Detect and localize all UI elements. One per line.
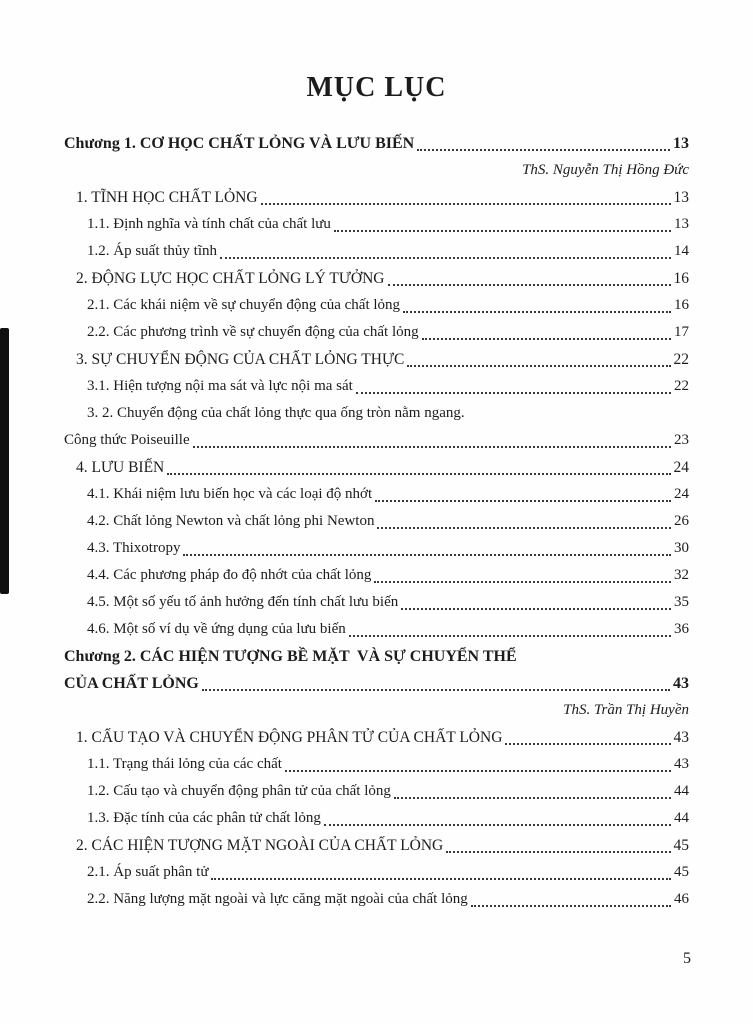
toc-entry [64, 346, 689, 373]
toc-entry [64, 292, 689, 319]
page-title: MỤC LỤC [306, 72, 447, 103]
toc-entry-page: 23 [674, 432, 689, 448]
toc-entry-page: 45 [674, 864, 689, 880]
toc-entry-page: 24 [674, 486, 689, 502]
dot-leader [417, 149, 670, 151]
toc-entry-label: 2. CÁC HIỆN TƯỢNG MẶT NGOÀI CỦA CHẤT LỎNG [76, 837, 444, 854]
page-number: 5 [683, 950, 691, 967]
toc-entry [64, 562, 689, 589]
dot-leader [446, 851, 670, 853]
dot-leader [285, 770, 671, 772]
toc-entry [64, 616, 689, 643]
toc-entry-page: 30 [674, 540, 689, 556]
toc-entry-label: 1.3. Đặc tính của các phân tử chất lỏng [87, 810, 321, 826]
dot-leader [505, 743, 670, 745]
toc-entry [64, 535, 689, 562]
toc-entry-label: 3.1. Hiện tượng nội ma sát và lực nội ma sát [87, 378, 353, 394]
toc-entry [64, 238, 689, 265]
toc-entry [64, 805, 689, 832]
toc-entry [64, 778, 689, 805]
dot-leader [183, 554, 671, 556]
dot-leader [193, 446, 671, 448]
dot-leader [471, 905, 671, 907]
toc-entry-label: 1.1. Định nghĩa và tính chất của chất lưu [87, 216, 331, 232]
toc-entry [64, 508, 689, 535]
toc-entry [64, 211, 689, 238]
toc-entry-label: 4.1. Khái niệm lưu biến học và các loại độ nhớt [87, 486, 373, 502]
toc-entry-label: 1. TĨNH HỌC CHẤT LỎNG [76, 189, 258, 206]
dot-leader [422, 338, 671, 340]
dot-leader [407, 365, 670, 367]
toc-entry-page: 46 [674, 891, 689, 907]
toc-entry [64, 265, 689, 292]
toc-entry-page: 13 [673, 135, 689, 152]
toc-entry-page: 22 [674, 378, 689, 394]
toc-entry-label: 4.2. Chất lỏng Newton và chất lỏng phi Newton [87, 513, 375, 529]
toc-entry-label: 2.1. Áp suất phân tử [87, 864, 209, 880]
dot-leader [220, 257, 671, 259]
toc-entry-label: ThS. Nguyễn Thị Hồng Đức [522, 162, 689, 178]
toc-entry-page: 26 [674, 513, 689, 529]
toc-entry-label: 2. ĐỘNG LỰC HỌC CHẤT LỎNG LÝ TƯỞNG [76, 270, 385, 287]
toc-entry-label: 1.2. Cấu tạo và chuyển động phân tử của chất lỏng [87, 783, 391, 799]
toc-entry [64, 643, 689, 670]
toc-entry-label: ThS. Trần Thị Huyền [563, 702, 689, 718]
dot-leader [349, 635, 671, 637]
dot-leader [377, 527, 671, 529]
toc-entry [64, 832, 689, 859]
toc-entry-label: Chương 1. CƠ HỌC CHẤT LỎNG VÀ LƯU BIẾN [64, 135, 415, 152]
toc-entry [64, 319, 689, 346]
toc-entry-label: 4.6. Một số ví dụ về ứng dụng của lưu biến [87, 621, 346, 637]
toc-entry-label: 2.1. Các khái niệm về sự chuyển động của chất lỏng [87, 297, 401, 313]
toc-entry-label: Công thức Poiseuille [64, 432, 190, 448]
toc-author [64, 697, 689, 724]
toc-entry-page: 45 [673, 837, 689, 854]
dot-leader [356, 392, 671, 394]
toc-entry-label: 4. LƯU BIẾN [76, 459, 165, 476]
toc-entry-page: 16 [673, 270, 689, 287]
toc-entry-page: 22 [673, 351, 689, 368]
toc-entry-page: 16 [674, 297, 689, 313]
dot-leader [211, 878, 671, 880]
toc-entry-page: 32 [674, 567, 689, 583]
toc-entry-page: 44 [674, 783, 689, 799]
dot-leader [394, 797, 671, 799]
toc-entry-label: 2.2. Các phương trình về sự chuyển động của chất lỏng [87, 324, 419, 340]
dot-leader [334, 230, 671, 232]
toc-entry [64, 184, 689, 211]
toc-entry-label: CỦA CHẤT LỎNG [64, 675, 199, 692]
toc-entry-page: 43 [673, 729, 689, 746]
toc-entry [64, 751, 689, 778]
toc-entry-page: 36 [674, 621, 689, 637]
toc-entry-label: 1.1. Trạng thái lỏng của các chất [87, 756, 282, 772]
toc-entry-label: 2.2. Năng lượng mặt ngoài và lực căng mặt ngoài của chất lỏng [87, 891, 468, 907]
toc-entry-label: 3. 2. Chuyển động của chất lỏng thực qua ống tròn nằm ngang. [87, 405, 465, 421]
toc-entry-label: 4.5. Một số yếu tố ảnh hưởng đến tính chất lưu biến [87, 594, 399, 610]
toc-entry [64, 589, 689, 616]
toc-entry-page: 13 [673, 189, 689, 206]
toc-entry [64, 400, 689, 427]
toc-entry-page: 17 [674, 324, 689, 340]
dot-leader [167, 473, 670, 475]
dot-leader [388, 284, 671, 286]
toc-entry-page: 35 [674, 594, 689, 610]
toc-entry-page: 14 [674, 243, 689, 259]
dot-leader [202, 689, 670, 691]
toc-entry [64, 670, 689, 697]
toc-entry [64, 859, 689, 886]
dot-leader [401, 608, 671, 610]
dot-leader [374, 581, 671, 583]
toc-entry [64, 427, 689, 454]
toc-entry [64, 886, 689, 913]
toc-entry-page: 44 [674, 810, 689, 826]
scan-artifact-bar [0, 328, 9, 594]
dot-leader [375, 500, 671, 502]
toc-entry-label: 3. SỰ CHUYỂN ĐỘNG CỦA CHẤT LỎNG THỰC [76, 351, 405, 368]
toc-entry [64, 481, 689, 508]
toc-entry-label: 4.3. Thixotropy [87, 540, 181, 556]
toc-entry-page: 24 [673, 459, 689, 476]
toc-entry-label: 1.2. Áp suất thủy tĩnh [87, 243, 217, 259]
toc-entry [64, 130, 689, 157]
toc-entry-page: 43 [673, 675, 689, 692]
toc-entry-label: Chương 2. CÁC HIỆN TƯỢNG BỀ MẶT VÀ SỰ CHUYỂN THỂ [64, 648, 517, 665]
toc-author [64, 157, 689, 184]
dot-leader [403, 311, 671, 313]
dot-leader [324, 824, 671, 826]
toc-entry [64, 724, 689, 751]
toc-entry [64, 454, 689, 481]
toc-entry-label: 4.4. Các phương pháp đo độ nhớt của chất lỏng [87, 567, 372, 583]
toc-entry [64, 373, 689, 400]
dot-leader [261, 203, 671, 205]
toc-entry-label: 1. CẤU TẠO VÀ CHUYỂN ĐỘNG PHÂN TỬ CỦA CHẤT LỎNG [76, 729, 503, 746]
toc-entry-page: 13 [674, 216, 689, 232]
toc-list [64, 130, 689, 913]
toc-entry-page: 43 [674, 756, 689, 772]
